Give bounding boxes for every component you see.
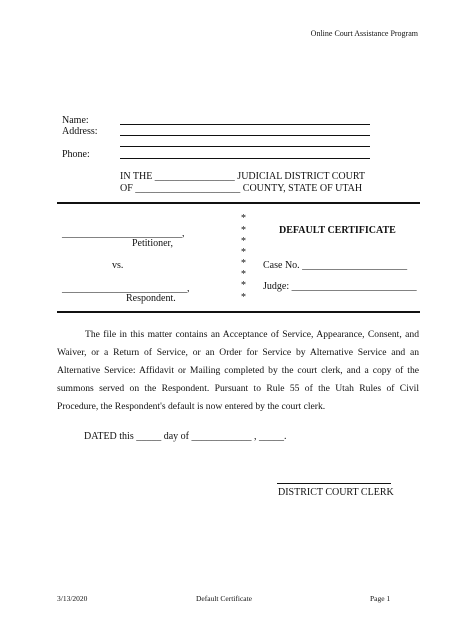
certificate-body — [57, 326, 419, 416]
respondent-label: Respondent. — [126, 293, 176, 304]
program-header: Online Court Assistance Program — [310, 29, 418, 38]
petitioner-label: Petitioner, — [132, 238, 173, 249]
footer-page: Page 1 — [370, 594, 391, 603]
case-number-field[interactable]: Case No. _____________________ — [263, 260, 408, 271]
dated-line[interactable]: DATED this _____ day of ____________ , _____. — [84, 431, 287, 442]
caption-star: * — [241, 236, 246, 247]
caption-star: * — [241, 225, 246, 236]
caption-star: * — [241, 258, 246, 269]
footer-title: Default Certificate — [196, 594, 253, 603]
caption-bottom-rule — [57, 311, 420, 313]
caption-star: * — [241, 292, 246, 303]
footer-date: 3/13/2020 — [57, 594, 88, 603]
judge-field[interactable]: Judge: _________________________ — [263, 281, 417, 292]
certificate-paragraph: The file in this matter contains an Acceptance of Service, Appearance, Consent, and Waiver, or a Return of Service, or an Order for Service by Alternative Service and an Alternative Service: Affidavit or Mailing completed by the court clerk, and a copy of the summons served on the Respondent. Pursuant to Rule 55 of the Utah Rules of Civil Procedure, the Respondent's default is now entered by the court clerk. — [57, 329, 419, 412]
address-line-1[interactable] — [120, 135, 370, 136]
name-line[interactable] — [120, 124, 370, 125]
phone-line[interactable] — [120, 158, 370, 159]
document-title: DEFAULT CERTIFICATE — [279, 225, 396, 236]
caption-star: * — [241, 280, 246, 291]
petitioner-blank[interactable]: ________________________, — [62, 228, 185, 239]
caption-star: * — [241, 213, 246, 224]
vs-label: vs. — [112, 260, 124, 271]
signature-line[interactable] — [277, 483, 391, 484]
address-label: Address: — [62, 126, 98, 137]
court-line-1: IN THE ________________ JUDICIAL DISTRICT COURT — [120, 171, 366, 182]
address-line-2[interactable] — [120, 146, 370, 147]
name-label: Name: — [62, 115, 89, 126]
caption-top-rule — [57, 202, 420, 204]
caption-star: * — [241, 247, 246, 258]
phone-label: Phone: — [62, 149, 90, 160]
respondent-blank[interactable]: _________________________, — [62, 283, 190, 294]
caption-star: * — [241, 269, 246, 280]
court-line-2: OF _____________________ COUNTY, STATE OF UTAH — [120, 183, 363, 194]
signature-label: DISTRICT COURT CLERK — [278, 487, 394, 498]
